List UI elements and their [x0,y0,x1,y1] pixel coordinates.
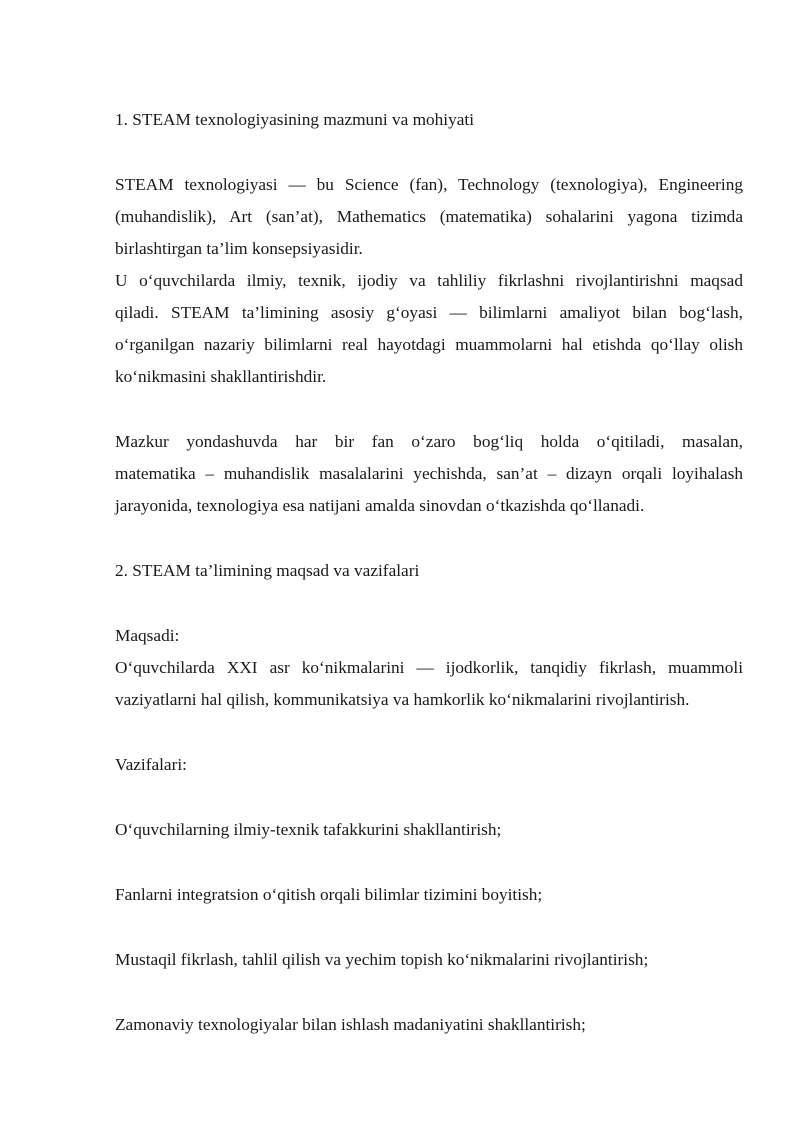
section-1-para-2-line-3: oʻrganilgan nazariy bilimlarni real hayotdagi muammolarni hal etishda qoʻllay olish [115,335,743,354]
task-item: Zamonaviy texnologiyalar bilan ishlash madaniyatini shakllantirish; [115,1015,586,1034]
goal-text-line-1: Oʻquvchilarda XXI asr koʻnikmalarini — ijodkorlik, tanqidiy fikrlash, muammoli [115,658,743,677]
section-1-para-3-line-1: Mazkur yondashuvda har bir fan oʻzaro bogʻliq holda oʻqitiladi, masalan, [115,432,743,451]
section-1-para-2-line-4: koʻnikmasini shakllantirishdir. [115,367,327,386]
goal-text-line-2: vaziyatlarni hal qilish, kommunikatsiya va hamkorlik koʻnikmalarini rivojlantirish. [115,690,690,709]
goal-label: Maqsadi: [115,626,180,645]
section-1-para-1-line-3: birlashtirgan ta’lim konsepsiyasidir. [115,239,363,258]
section-1-para-1-line-1: STEAM texnologiyasi — bu Science (fan), Technology (texnologiya), Engineering [115,175,743,194]
tasks-label: Vazifalari: [115,755,187,774]
task-item: Oʻquvchilarning ilmiy-texnik tafakkurini shakllantirish; [115,820,502,839]
task-item: Mustaqil fikrlash, tahlil qilish va yechim topish koʻnikmalarini rivojlantirish; [115,950,649,969]
section-1-para-3-line-3: jarayonida, texnologiya esa natijani amalda sinovdan oʻtkazishda qoʻllanadi. [115,496,645,515]
section-2-heading: 2. STEAM ta’limining maqsad va vazifalari [115,561,420,580]
section-1-para-2-line-1: U oʻquvchilarda ilmiy, texnik, ijodiy va tahliliy fikrlashni rivojlantirishni maqsad [115,271,743,290]
section-1-para-1-line-2: (muhandislik), Art (san’at), Mathematics (matematika) sohalarini yagona tizimda [115,207,743,226]
section-1-heading: 1. STEAM texnologiyasining mazmuni va mohiyati [115,110,475,129]
section-1-para-3-line-2: matematika – muhandislik masalalarini yechishda, san’at – dizayn orqali loyihalash [115,464,743,483]
section-1-para-2-line-2: qiladi. STEAM ta’limining asosiy gʻoyasi — bilimlarni amaliyot bilan bogʻlash, [115,303,743,322]
task-item: Fanlarni integratsion oʻqitish orqali bilimlar tizimini boyitish; [115,885,543,904]
